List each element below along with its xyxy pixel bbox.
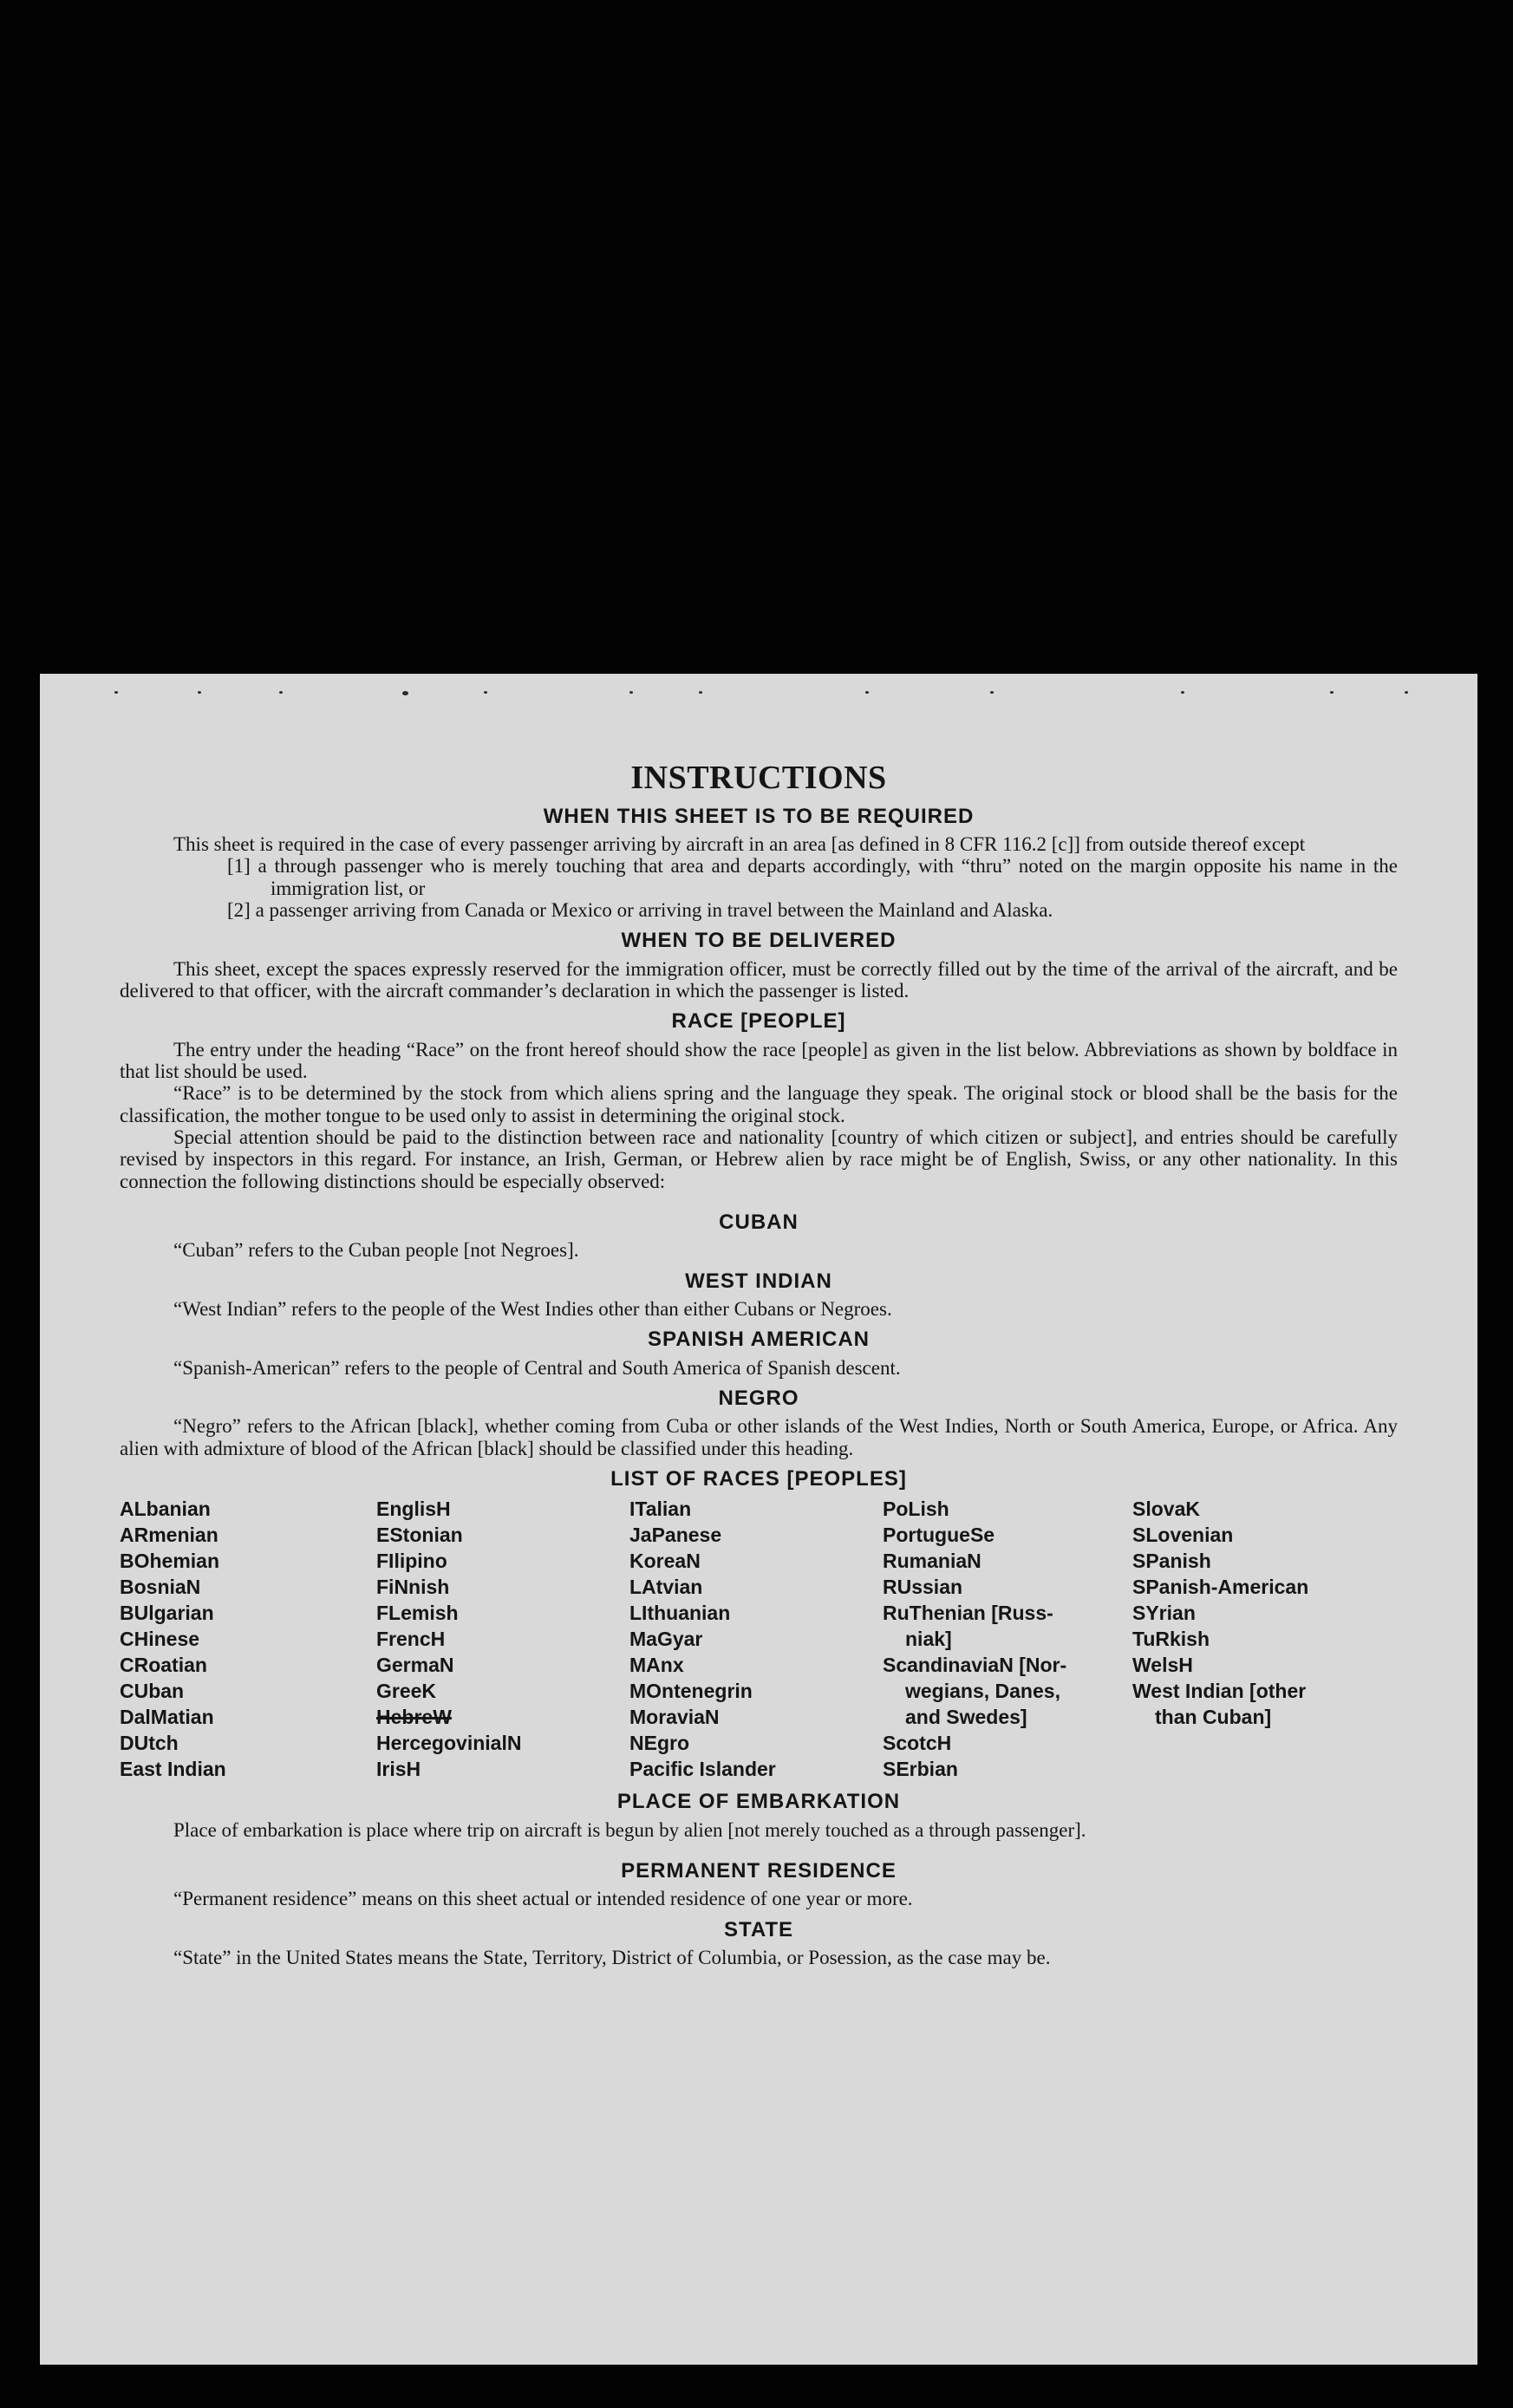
residence-text: “Permanent residence” means on this sheet actual or intended residence of one year or more. bbox=[173, 1888, 913, 1910]
race-item: JaPanese bbox=[629, 1524, 722, 1547]
race-item-struck: HebreW bbox=[376, 1706, 452, 1729]
heading-cuban: CUBAN bbox=[719, 1210, 799, 1234]
race-item: ITalian bbox=[629, 1498, 692, 1521]
race-item: LAtvian bbox=[629, 1576, 703, 1599]
paper-specks bbox=[40, 691, 1477, 717]
heading-west-indian: WEST INDIAN bbox=[685, 1269, 832, 1293]
heading-place-of-embarkation: PLACE OF EMBARKATION bbox=[616, 1790, 901, 1814]
race-item: MAnx bbox=[629, 1654, 684, 1677]
heading-permanent-residence: PERMANENT RESIDENCE bbox=[621, 1858, 897, 1883]
race-paragraph-3: Special attention should be paid to the distinction between race and nationality [country of which citizen or subject], and entries should be carefully revised by inspectors in this regard. For instance, an Irish, German, or Hebrew alien by race might be of English, Swiss, or any other nationality. In this connection the following distinctions should be especially observed: bbox=[120, 1126, 1398, 1192]
heading-race: RACE [PEOPLE] bbox=[671, 1009, 846, 1034]
race-item: KoreaN bbox=[629, 1550, 701, 1573]
required-condition-1 bbox=[120, 855, 1398, 899]
race-item: GreeK bbox=[376, 1680, 437, 1703]
races-list bbox=[120, 1496, 1398, 1782]
negro-text: “Negro” refers to the African [black], whether coming from Cuba or other islands of the West Indies, North or South America, Europe, or Africa. Any alien with admixture of blood of the African [black] should be classified under this heading. bbox=[120, 1415, 1398, 1459]
instruction-sheet bbox=[40, 674, 1477, 2365]
required-condition-2 bbox=[120, 899, 1398, 921]
race-item: IrisH bbox=[376, 1758, 421, 1781]
heading-negro: NEGRO bbox=[718, 1386, 799, 1410]
race-item: LIthuanian bbox=[629, 1602, 731, 1625]
race-item: ScandinaviaN [Nor- bbox=[883, 1654, 1067, 1677]
race-paragraph-2: “Race” is to be determined by the stock from which aliens spring and the language they speak. The original stock or blood shall be the basis for the classification, the mother tongue to be used only to assist in determining the original stock. bbox=[120, 1082, 1398, 1126]
race-item-continuation: and Swedes] bbox=[905, 1706, 1027, 1729]
race-item: FiNnish bbox=[376, 1576, 450, 1599]
race-item: HercegovinialN bbox=[376, 1732, 522, 1755]
race-item: MaGyar bbox=[629, 1628, 703, 1651]
condition-2-number: [2] bbox=[227, 899, 251, 922]
race-item: NEgro bbox=[629, 1732, 689, 1755]
race-item: MOntenegrin bbox=[629, 1680, 753, 1703]
cuban-text: “Cuban” refers to the Cuban people [not Negroes]. bbox=[173, 1239, 579, 1262]
race-item: CUban bbox=[120, 1680, 185, 1703]
race-item: BUlgarian bbox=[120, 1602, 214, 1625]
race-item: PoLish bbox=[883, 1498, 949, 1521]
race-item: RumaniaN bbox=[883, 1550, 981, 1573]
state-text: “State” in the United States means the State, Territory, District of Columbia, or Posession, as the case may be. bbox=[173, 1947, 1051, 1969]
race-item-continuation: niak] bbox=[905, 1628, 952, 1651]
race-item: SErbian bbox=[883, 1758, 958, 1781]
race-item: FLemish bbox=[376, 1602, 459, 1625]
race-item: MoraviaN bbox=[629, 1706, 720, 1729]
condition-2-text: a passenger arriving from Canada or Mexico or arriving in travel between the Mainland and Alaska. bbox=[255, 899, 1053, 922]
races-column-3 bbox=[629, 1496, 883, 1782]
heading-spanish-american: SPANISH AMERICAN bbox=[647, 1328, 870, 1352]
race-item: SPanish bbox=[1132, 1550, 1211, 1573]
embarkation-text: Place of embarkation is place where trip on aircraft is begun by alien [not merely touched as a through passenger]. bbox=[173, 1818, 1086, 1841]
race-item: ARmenian bbox=[120, 1524, 218, 1547]
race-item: SlovaK bbox=[1132, 1498, 1200, 1521]
race-item: SYrian bbox=[1132, 1602, 1196, 1625]
race-item: Pacific Islander bbox=[629, 1758, 776, 1781]
race-item: FrencH bbox=[376, 1628, 446, 1651]
race-paragraph-1: The entry under the heading “Race” on the front hereof should show the race [people] as given in the list below. Abbreviations as shown by boldface in that list should be used. bbox=[120, 1038, 1398, 1083]
heading-list-of-races: LIST OF RACES [PEOPLES] bbox=[610, 1466, 907, 1491]
page-title: INSTRUCTIONS bbox=[630, 760, 887, 796]
race-item: BOhemian bbox=[120, 1550, 220, 1573]
race-item: BosniaN bbox=[120, 1576, 201, 1599]
condition-1-text: a through passenger who is merely touching that area and departs accordingly, with “thru” noted on the margin opposite his name in the immigration list, or bbox=[258, 855, 1399, 899]
races-column-2 bbox=[376, 1496, 629, 1782]
race-item-continuation: wegians, Danes, bbox=[905, 1680, 1060, 1703]
race-item: TuRkish bbox=[1132, 1628, 1210, 1651]
delivered-text: This sheet, except the spaces expressly reserved for the immigration officer, must be correctly filled out by the time of the arrival of the aircraft, and be delivered to that officer, with the aircraft commander’s declaration in which the passenger is listed. bbox=[120, 957, 1398, 1002]
race-item: ALbanian bbox=[120, 1498, 211, 1521]
races-column-4 bbox=[883, 1496, 1132, 1782]
race-item: SPanish-American bbox=[1132, 1576, 1309, 1599]
race-item: ScotcH bbox=[883, 1732, 952, 1755]
races-column-1 bbox=[120, 1496, 376, 1782]
race-item: EnglisH bbox=[376, 1498, 451, 1521]
race-item: CHinese bbox=[120, 1628, 200, 1651]
race-item: East Indian bbox=[120, 1758, 226, 1781]
race-item: SLovenian bbox=[1132, 1524, 1234, 1547]
required-intro: This sheet is required in the case of every passenger arriving by aircraft in an area [as defined in 8 CFR 116.2 [c]] from outside thereof except bbox=[173, 833, 1306, 856]
heading-when-delivered: WHEN TO BE DELIVERED bbox=[621, 929, 897, 953]
race-item: West Indian [other bbox=[1132, 1680, 1307, 1703]
race-item: FIlipino bbox=[376, 1550, 447, 1573]
heading-when-required: WHEN THIS SHEET IS TO BE REQUIRED bbox=[543, 804, 975, 828]
race-item: DUtch bbox=[120, 1732, 179, 1755]
spanish-american-text: “Spanish-American” refers to the people of Central and South America of Spanish descent. bbox=[173, 1356, 901, 1379]
heading-state: STATE bbox=[723, 1917, 794, 1941]
race-item: GermaN bbox=[376, 1654, 454, 1677]
west-indian-text: “West Indian” refers to the people of the West Indies other than either Cubans or Negroes. bbox=[173, 1297, 892, 1320]
race-item-continuation: than Cuban] bbox=[1155, 1706, 1272, 1729]
race-item: RuThenian [Russ- bbox=[883, 1602, 1053, 1625]
race-item: EStonian bbox=[376, 1524, 463, 1547]
race-item: PortugueSe bbox=[883, 1524, 995, 1547]
races-column-5 bbox=[1132, 1496, 1386, 1782]
race-item: WelsH bbox=[1132, 1654, 1193, 1677]
race-item: RUssian bbox=[883, 1576, 963, 1599]
race-item: CRoatian bbox=[120, 1654, 207, 1677]
condition-1-number: [1] bbox=[227, 855, 251, 878]
race-item: DalMatian bbox=[120, 1706, 214, 1729]
